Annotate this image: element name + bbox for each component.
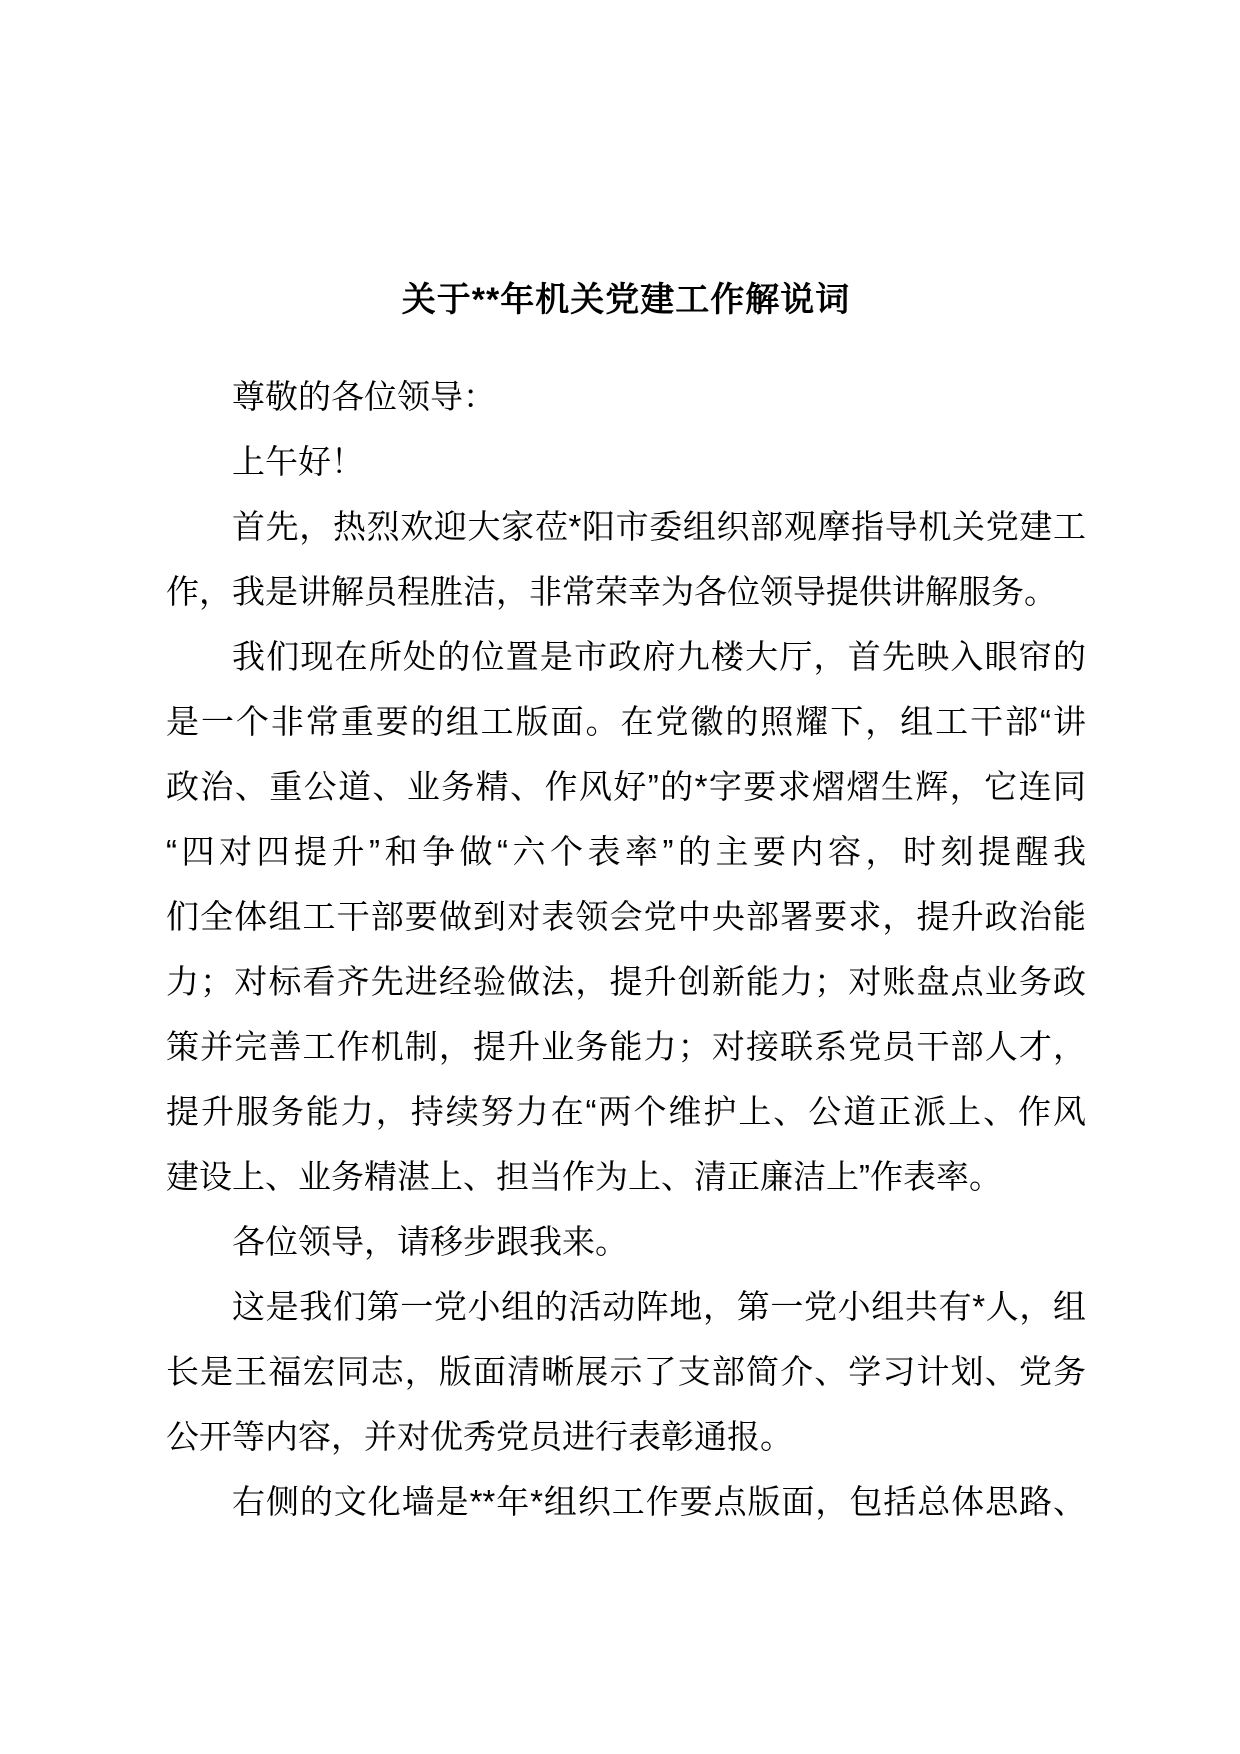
text-line: 是一个非常重要的组工版面。在党徽的照耀下，组工干部“讲 — [166, 703, 1086, 740]
text-line: 建设上、业务精湛上、担当作为上、清正廉洁上”作表率。 — [166, 1158, 1002, 1195]
text-line: 们全体组工干部要做到对表领会党中央部署要求，提升政治能 — [166, 898, 1086, 935]
paragraph — [166, 364, 1086, 429]
paragraph — [166, 624, 1086, 1209]
text-line: 长是王福宏同志，版面清晰展示了支部简介、学习计划、党务 — [166, 1353, 1086, 1390]
text-line: 上午好！ — [232, 443, 364, 480]
text-line: 公开等内容，并对优秀党员进行表彰通报。 — [166, 1418, 793, 1455]
document-body — [166, 364, 1086, 1534]
text-line: 提升服务能力，持续努力在“两个维护上、公道正派上、作风 — [166, 1093, 1086, 1130]
text-line: 首先，热烈欢迎大家莅*阳市委组织部观摩指导机关党建工 — [232, 508, 1086, 545]
text-line: 尊敬的各位领导： — [232, 378, 496, 415]
text-line: 政治、重公道、业务精、作风好”的*字要求熠熠生辉，它连同 — [166, 768, 1086, 805]
text-line: 这是我们第一党小组的活动阵地，第一党小组共有*人，组 — [232, 1288, 1086, 1325]
text-line: 右侧的文化墙是**年*组织工作要点版面，包括总体思路、 — [232, 1483, 1086, 1520]
paragraph — [166, 1209, 1086, 1274]
text-line: “四对四提升”和争做“六个表率”的主要内容，时刻提醒我 — [166, 833, 1086, 870]
paragraph — [166, 1469, 1086, 1534]
text-line: 各位领导，请移步跟我来。 — [232, 1223, 628, 1260]
paragraph — [166, 494, 1086, 624]
paragraph — [166, 1274, 1086, 1469]
text-line: 作，我是讲解员程胜洁，非常荣幸为各位领导提供讲解服务。 — [166, 573, 1057, 610]
document-title: 关于**年机关党建工作解说词 — [401, 281, 851, 319]
paragraph — [166, 429, 1086, 494]
text-line: 策并完善工作机制，提升业务能力；对接联系党员干部人才， — [166, 1028, 1086, 1065]
text-line: 我们现在所处的位置是市政府九楼大厅，首先映入眼帘的 — [232, 638, 1086, 675]
text-line: 力；对标看齐先进经验做法，提升创新能力；对账盘点业务政 — [166, 963, 1086, 1000]
